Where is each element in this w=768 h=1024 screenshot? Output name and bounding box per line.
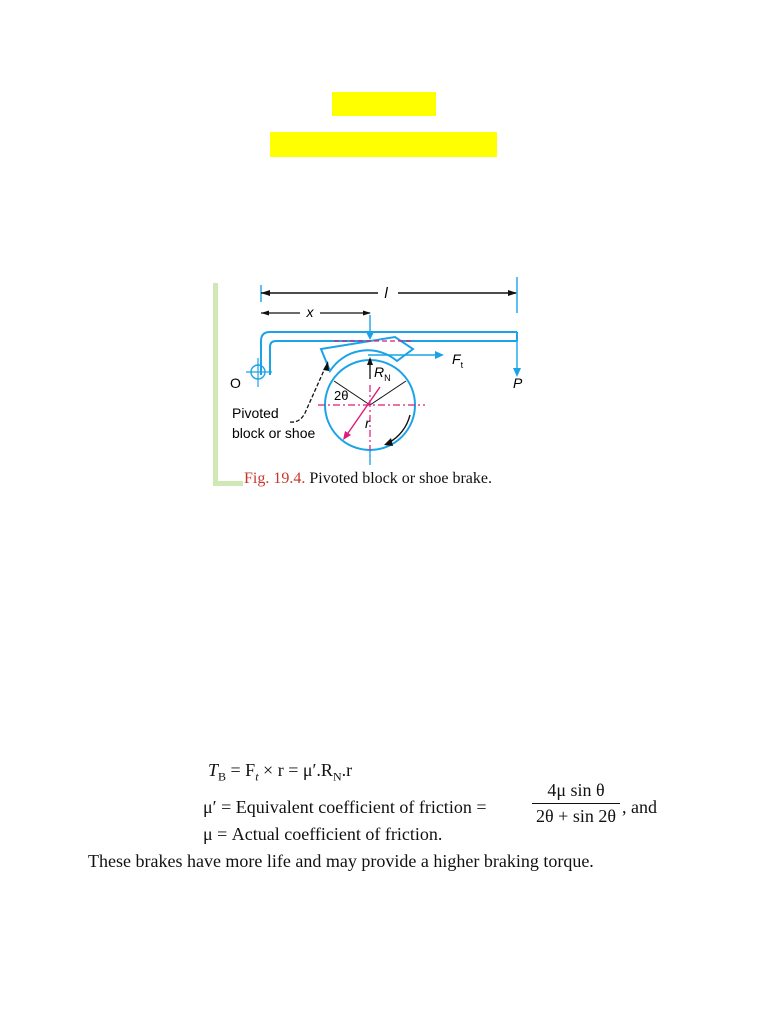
frame-left-bar <box>213 283 218 486</box>
and-text: , and <box>622 797 657 817</box>
label-P: P <box>513 375 523 391</box>
brake-shoe <box>321 337 413 371</box>
eq-tb-sub: B <box>218 769 227 784</box>
note-text: These brakes have more life and may provide a higher braking torque. <box>88 851 594 871</box>
eq-part-3: .r <box>341 760 353 780</box>
label-RN: $R_N$ <box>374 364 391 383</box>
eq-tb: T <box>208 760 219 780</box>
label-pivoted-1: Pivoted <box>232 405 279 421</box>
label-Ft: $F_t$ <box>452 351 464 370</box>
torque-equation <box>208 760 352 785</box>
eq-part-2: × r = μ′.R <box>258 760 333 780</box>
highlight-bar-1 <box>332 92 436 116</box>
frame-bottom-bar <box>213 481 243 486</box>
fraction-numerator: 4μ sin θ <box>547 780 605 800</box>
eq-part-1: = F <box>226 760 256 780</box>
label-pivoted-2: block or shoe <box>232 425 316 441</box>
label-x: x <box>306 304 314 320</box>
mu-definition: μ = Actual coefficient of friction. <box>203 824 443 844</box>
caption-text: Pivoted block or shoe brake. <box>305 470 492 487</box>
eq-n-sub: N <box>332 769 342 784</box>
fraction-denominator: 2θ + sin 2θ <box>536 806 616 826</box>
caption-number: Fig. 19.4. <box>244 470 306 487</box>
eq-t-sub: t <box>255 769 259 784</box>
brake-diagram <box>210 275 540 490</box>
friction-fraction <box>530 780 622 827</box>
highlight-bar-2 <box>270 132 497 157</box>
label-l: l <box>384 285 388 302</box>
label-O: O <box>230 375 241 391</box>
label-two-theta: 2θ <box>334 388 349 403</box>
brake-figure <box>210 275 540 490</box>
figure-caption <box>244 470 492 488</box>
mu-prime-definition: μ′ = Equivalent coefficient of friction = <box>203 797 487 817</box>
label-r: r <box>365 415 370 431</box>
